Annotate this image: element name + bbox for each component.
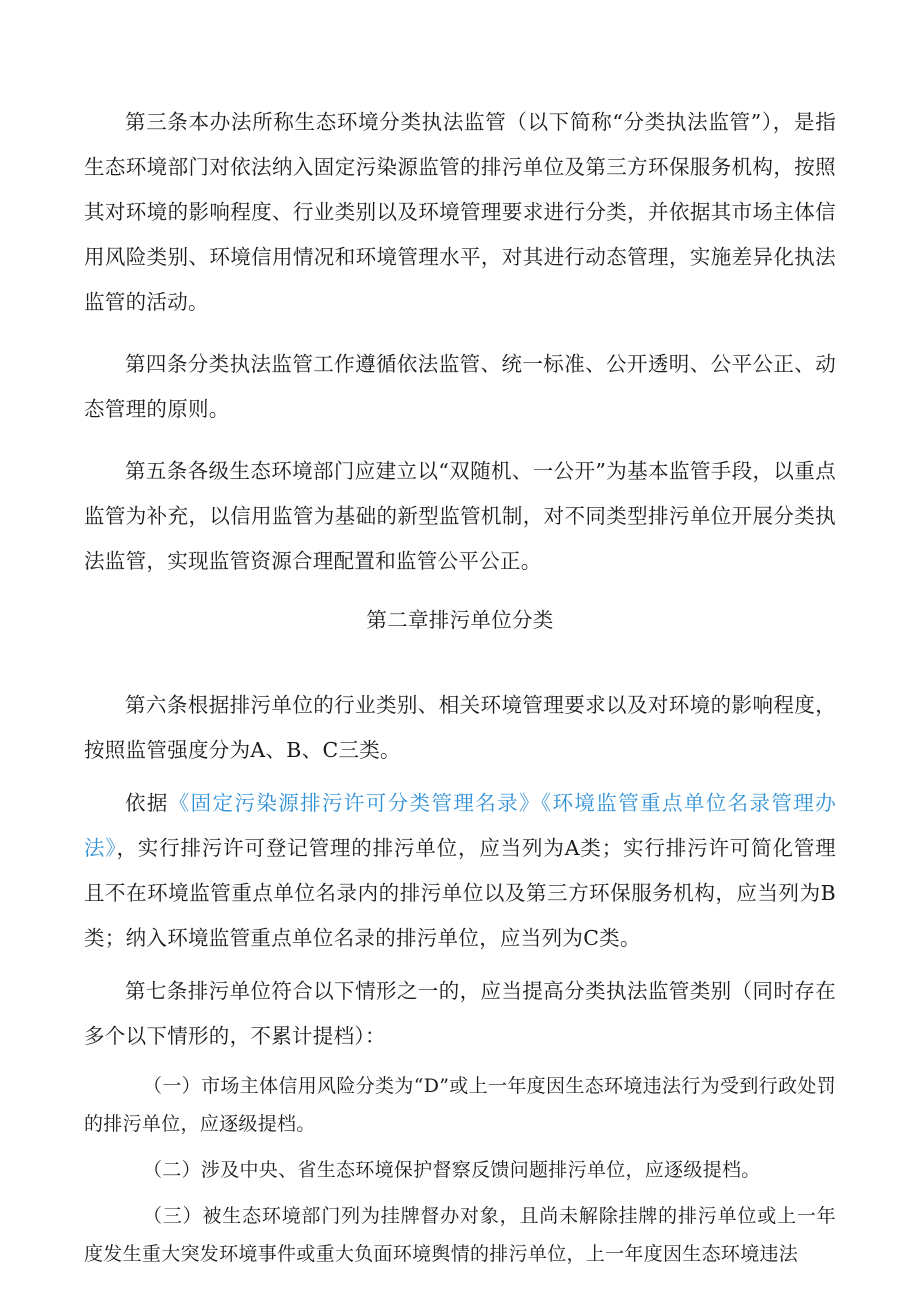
item-2: （二）涉及中央、省生态环境保护督察反馈问题排污单位，应逐级提档。	[143, 1159, 761, 1181]
article-6: 第六条根据排污单位的行业类别、相关环境管理要求以及对环境的影响程度，按照监管强度分为A、B、C三类。	[84, 693, 836, 762]
article-6-basis	[84, 781, 836, 961]
basis-text: ，实行排污许可登记管理的排污单位，应当列为A类；实行排污许可简化管理且不在环境监管重点单位名录内的排污单位以及第三方环保服务机构，应当列为B类；纳入环境监管重点单位名录的排污单位，应当列为C类。	[84, 836, 836, 950]
article-4: 第四条分类执法监管工作遵循依法监管、统一标准、公开透明、公平公正、动态管理的原则。	[84, 352, 836, 421]
item-3: （三）被生态环境部门列为挂牌督办对象，且尚未解除挂牌的排污单位或上一年度发生重大突发环境事件或重大负面环境舆情的排污单位，上一年度因生态环境违法	[84, 1205, 836, 1265]
chapter-2-title: 第二章排污单位分类	[366, 608, 554, 632]
article-7: 第七条排污单位符合以下情形之一的，应当提高分类执法监管类别（同时存在多个以下情形的，不累计提档）：	[84, 979, 836, 1048]
article-5: 第五条各级生态环境部门应建立以“双随机、一公开”为基本监管手段，以重点监管为补充，以信用监管为基础的新型监管机制，对不同类型排污单位开展分类执法监管，实现监管资源合理配置和监管公平公正。	[84, 459, 836, 573]
document-page	[84, 100, 836, 1273]
measures-link[interactable]: 《环境监管重点单位名录管理办法》	[84, 791, 836, 860]
item-1: （一）市场主体信用风险分类为“D”或上一年度因生态环境违法行为受到行政处罚的排污单位，应逐级提档。	[84, 1075, 836, 1135]
article-3: 第三条本办法所称生态环境分类执法监管（以下简称“分类执法监管”），是指生态环境部门对依法纳入固定污染源监管的排污单位及第三方环保服务机构，按照其对环境的影响程度、行业类别以及环境管理要求进行分类，并依据其市场主体信用风险类别、环境信用情况和环境管理水平，对其进行动态管理，实施差异化执法监管的活动。	[84, 110, 836, 314]
catalog-link[interactable]: 《固定污染源排污许可分类管理名录》	[168, 791, 541, 815]
basis-prefix: 依据	[125, 791, 169, 815]
